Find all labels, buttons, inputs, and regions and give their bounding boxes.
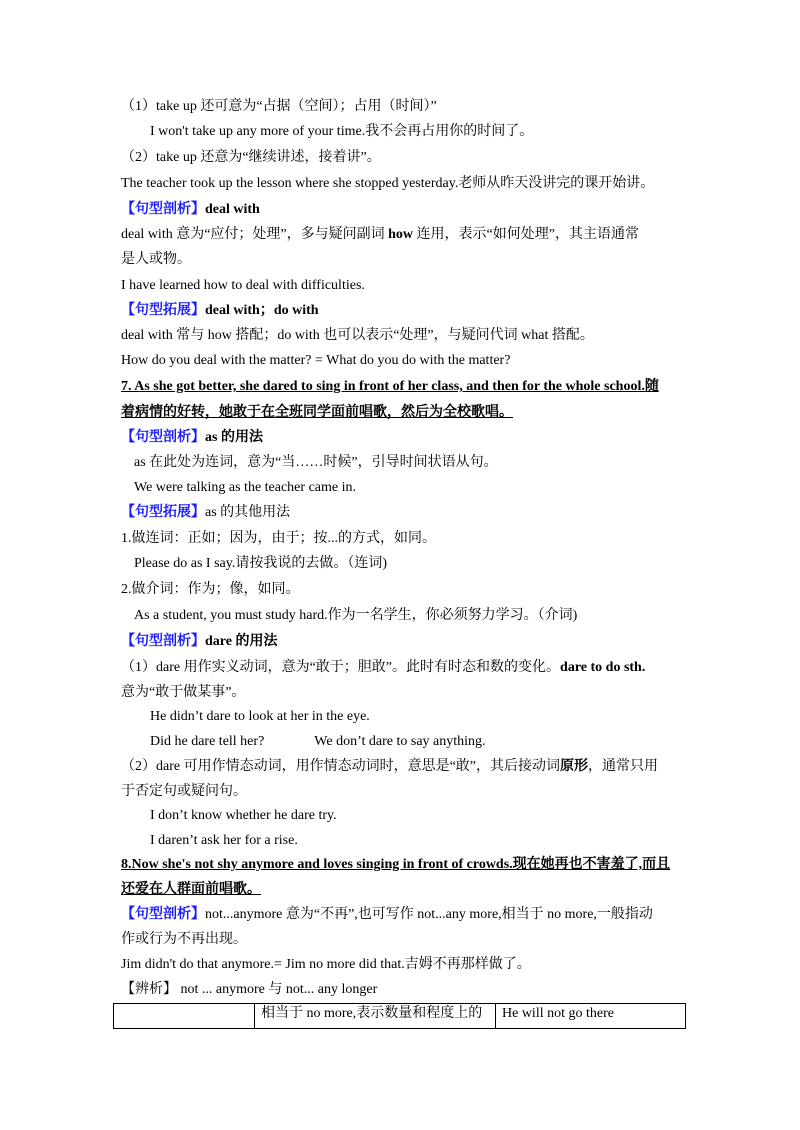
section-heading bbox=[121, 632, 686, 652]
section-heading bbox=[121, 503, 686, 523]
text-line bbox=[121, 658, 686, 678]
text-line: （2）take up 还意为“继续讲述，接着讲”。 bbox=[121, 150, 381, 165]
example-sentence: Please do as I say.请按我说的去做。（连词) bbox=[134, 556, 388, 571]
section-heading bbox=[121, 980, 686, 1000]
heading-term: deal with；do with bbox=[205, 303, 319, 318]
bold-term: how bbox=[388, 227, 414, 242]
table-cell bbox=[114, 1004, 255, 1029]
example-sentence: I don’t know whether he dare try. bbox=[150, 808, 337, 823]
heading-term: deal with bbox=[205, 202, 260, 217]
heading-term: as 的用法 bbox=[205, 430, 263, 445]
example-sentence: We were talking as the teacher came in. bbox=[134, 480, 356, 495]
text-span: （1）dare 用作实义动词，意为“敢于；胆敢”。此时有时态和数的变化。 bbox=[121, 660, 561, 675]
text-line: 1.做连词：正如；因为，由于；按...的方式，如同。 bbox=[121, 531, 436, 546]
sentence-8-line2: 还爱在人群面前唱歌。 bbox=[121, 882, 261, 897]
table-row bbox=[114, 1004, 686, 1029]
sentence-zh: 随 bbox=[644, 379, 659, 394]
text-line: 是人或物。 bbox=[121, 252, 191, 267]
text-line: 于否定句或疑问句。 bbox=[121, 784, 247, 799]
example-a: Did he dare tell her? bbox=[150, 734, 265, 749]
tag-analysis: 【句型剖析】 bbox=[121, 202, 205, 217]
sentence-7-line1 bbox=[121, 377, 686, 397]
section-heading bbox=[121, 905, 686, 925]
text-line: 作或行为不再出现。 bbox=[121, 932, 247, 947]
example-sentence: I daren’t ask her for a rise. bbox=[150, 833, 298, 848]
heading-term: as 的其他用法 bbox=[205, 505, 291, 520]
table-cell: He will not go there bbox=[496, 1004, 686, 1029]
text-span: deal with 意为“应付；处理”，多与疑问副词 bbox=[121, 227, 389, 242]
text-span: ，通常只用 bbox=[588, 759, 659, 774]
text-line bbox=[121, 225, 686, 245]
example-sentence: I have learned how to deal with difficulties. bbox=[121, 278, 365, 293]
tag-analysis: 【句型剖析】 bbox=[121, 430, 205, 445]
table-cell: 相当于 no more,表示数量和程度上的 bbox=[255, 1004, 496, 1029]
text-line: as 在此处为连词，意为“当……时候”，引导时间状语从句。 bbox=[134, 455, 498, 470]
text-line: 意为“敢于做某事”。 bbox=[121, 685, 246, 700]
sentence-en: 7. As she got better, she dared to sing in front of her class, and then for the whole school. bbox=[121, 379, 645, 394]
example-sentence: I won't take up any more of your time.我不会再占用你的时间了。 bbox=[150, 124, 534, 139]
heading-term: not ... anymore 与 not... any longer bbox=[177, 982, 378, 997]
bold-term: dare to do sth. bbox=[560, 660, 646, 675]
example-sentence bbox=[150, 732, 715, 752]
example-b: We don’t dare to say anything. bbox=[314, 734, 486, 749]
comparison-table bbox=[113, 1003, 686, 1029]
tag-extension: 【句型拓展】 bbox=[121, 505, 205, 520]
text-line: deal with 常与 how 搭配；do with 也可以表示“处理”，与疑问代词 what 搭配。 bbox=[121, 328, 594, 343]
example-sentence: He didn’t dare to look at her in the eye. bbox=[150, 709, 370, 724]
text-line: （1）take up 还可意为“占据（空间）；占用（时间）” bbox=[121, 99, 437, 114]
tag-analysis: 【句型剖析】 bbox=[121, 907, 205, 922]
heading-term: not...anymore 意为“不再”,也可写作 not...any more,相当于 no more,一般指动 bbox=[205, 907, 653, 922]
tag-discrimination: 【辨析】 bbox=[121, 982, 177, 997]
section-heading bbox=[121, 301, 686, 321]
sentence-7-line2: 着病情的好转，她敢于在全班同学面前唱歌，然后为全校歌唱。 bbox=[121, 405, 513, 420]
example-sentence: Jim didn't do that anymore.= Jim no more did that.吉姆不再那样做了。 bbox=[121, 957, 531, 972]
text-span: 连用，表示“如何处理”，其主语通常 bbox=[413, 227, 639, 242]
section-heading bbox=[121, 200, 686, 220]
example-sentence: How do you deal with the matter? = What do you do with the matter? bbox=[121, 353, 511, 368]
sentence-8-line1: 8.Now she's not shy anymore and loves singing in front of crowds.现在她再也不害羞了,而且 bbox=[121, 857, 671, 872]
text-line: 2.做介词：作为；像，如同。 bbox=[121, 582, 300, 597]
heading-term: dare 的用法 bbox=[205, 634, 278, 649]
section-heading bbox=[121, 428, 686, 448]
text-span: （2）dare 可用作情态动词，用作情态动词时，意思是“敢”，其后接动词 bbox=[121, 759, 561, 774]
bold-term: 原形 bbox=[560, 759, 589, 774]
example-sentence: The teacher took up the lesson where she stopped yesterday.老师从昨天没讲完的课开始讲。 bbox=[121, 176, 655, 191]
tag-analysis: 【句型剖析】 bbox=[121, 634, 205, 649]
text-line bbox=[121, 757, 686, 777]
example-sentence: As a student, you must study hard.作为一名学生，你必须努力学习。（介词) bbox=[134, 608, 578, 623]
tag-extension: 【句型拓展】 bbox=[121, 303, 205, 318]
